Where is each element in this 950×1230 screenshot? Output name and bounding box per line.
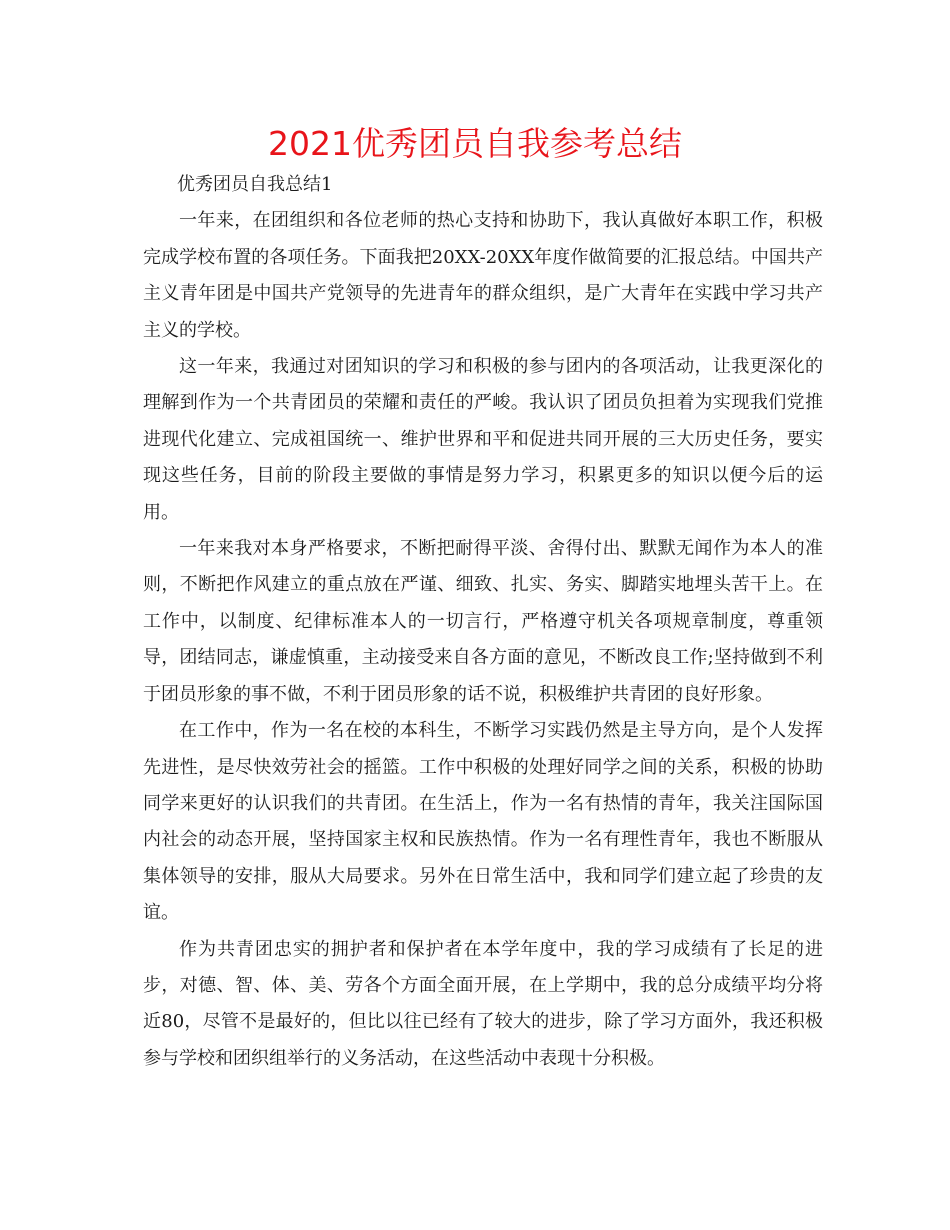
paragraph-2: 这一年来，我通过对团知识的学习和积极的参与团内的各项活动，让我更深化的理解到作为一个共青团员的荣耀和责任的严峻。我认识了团员负担着为实现我们党推进现代化建立、完成祖国统一、维护世界和平和促进共同开展的三大历史任务，要实现这些任务，目前的阶段主要做的事情是努力学习，积累更多的知识以便今后的运用。: [143, 356, 823, 523]
paragraph-3: 一年来我对本身严格要求，不断把耐得平淡、舍得付出、默默无闻作为本人的准则，不断把作风建立的重点放在严谨、细致、扎实、务实、脚踏实地埋头苦干上。在工作中，以制度、纪律标准本人的一切言行，严格遵守机关各项规章制度，尊重领导，团结同志，谦虚慎重，主动接受来自各方面的意见，不断改良工作;坚持做到不利于团员形象的事不做，不利于团员形象的话不说，积极维护共青团的良好形象。: [143, 538, 823, 705]
paragraph-5: 作为共青团忠实的拥护者和保护者在本学年度中，我的学习成绩有了长足的进步，对德、智、体、美、劳各个方面全面开展，在上学期中，我的总分成绩平均分将近80，尽管不是最好的，但比以往已经有了较大的进步，除了学习方面外，我还积极参与学校和团织组举行的义务活动，在这些活动中表现十分积极。: [143, 938, 823, 1069]
section-heading: 优秀团员自我总结1: [177, 174, 333, 195]
document-title: 2021优秀团员自我参考总结: [268, 124, 682, 163]
document-body: [143, 167, 823, 1077]
paragraph-4: 在工作中，作为一名在校的本科生，不断学习实践仍然是主导方向，是个人发挥先进性，是尽快效劳社会的摇篮。工作中积极的处理好同学之间的关系，积极的协助同学来更好的认识我们的共青团。在生活上，作为一名有热情的青年，我关注国际国内社会的动态开展，坚持国家主权和民族热情。作为一名有理性青年，我也不断服从集体领导的安排，服从大局要求。另外在日常生活中，我和同学们建立起了珍贵的友谊。: [143, 720, 823, 924]
paragraph-1: 一年来，在团组织和各位老师的热心支持和协助下，我认真做好本职工作，积极完成学校布置的各项任务。下面我把20XX-20XX年度作做简要的汇报总结。中国共产主义青年团是中国共产党领导的先进青年的群众组织，是广大青年在实践中学习共产主义的学校。: [143, 210, 823, 341]
